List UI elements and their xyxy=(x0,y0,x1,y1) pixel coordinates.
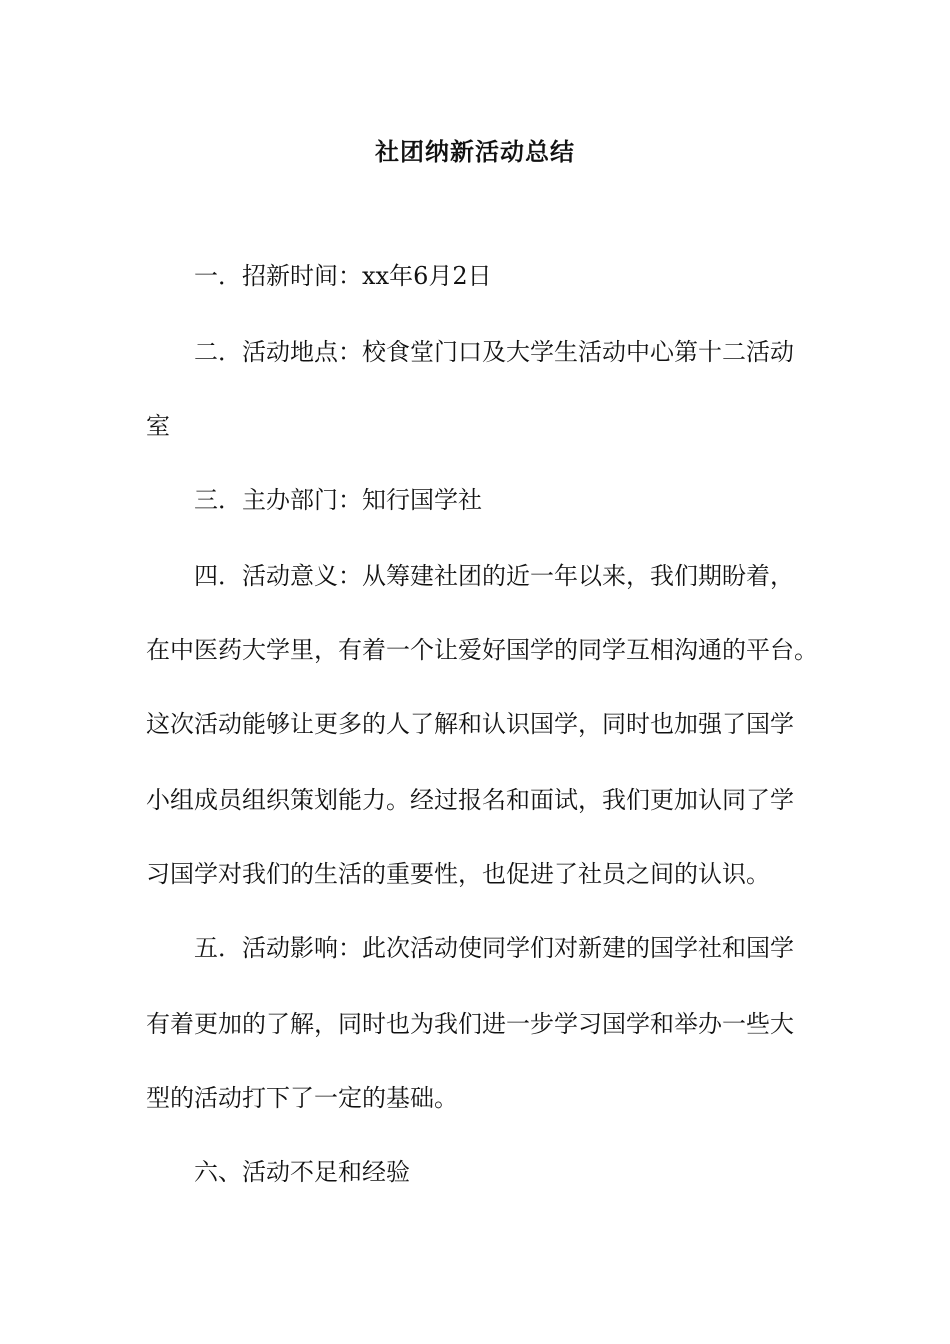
section-5-text-line-2: 有着更加的了解，同时也为我们进一步学习国学和举办一些大 xyxy=(146,1010,794,1038)
section-4-text-line-4: 小组成员组织策划能力。经过报名和面试，我们更加认同了学 xyxy=(146,786,794,814)
document-title: 社团纳新活动总结 xyxy=(375,137,575,166)
section-4-text-line-5: 习国学对我们的生活的重要性，也促进了社员之间的认识。 xyxy=(146,860,770,888)
section-2-location-cont: 室 xyxy=(146,412,170,440)
section-6-shortcomings: 六、活动不足和经验 xyxy=(194,1158,410,1186)
section-5-text-line-3: 型的活动打下了一定的基础。 xyxy=(146,1084,458,1112)
section-5-impact: 五．活动影响：此次活动使同学们对新建的国学社和国学 xyxy=(194,934,794,962)
section-4-text-line-2: 在中医药大学里，有着一个让爱好国学的同学互相沟通的平台。 xyxy=(146,636,818,664)
section-4-text-line-3: 这次活动能够让更多的人了解和认识国学，同时也加强了国学 xyxy=(146,710,794,738)
section-3-organizer: 三．主办部门：知行国学社 xyxy=(194,486,482,514)
section-1-recruit-time: 一．招新时间：xx年6月2日 xyxy=(194,262,492,290)
section-4-significance: 四．活动意义：从筹建社团的近一年以来，我们期盼着， xyxy=(194,562,794,590)
section-2-location: 二．活动地点：校食堂门口及大学生活动中心第十二活动 xyxy=(194,338,794,366)
